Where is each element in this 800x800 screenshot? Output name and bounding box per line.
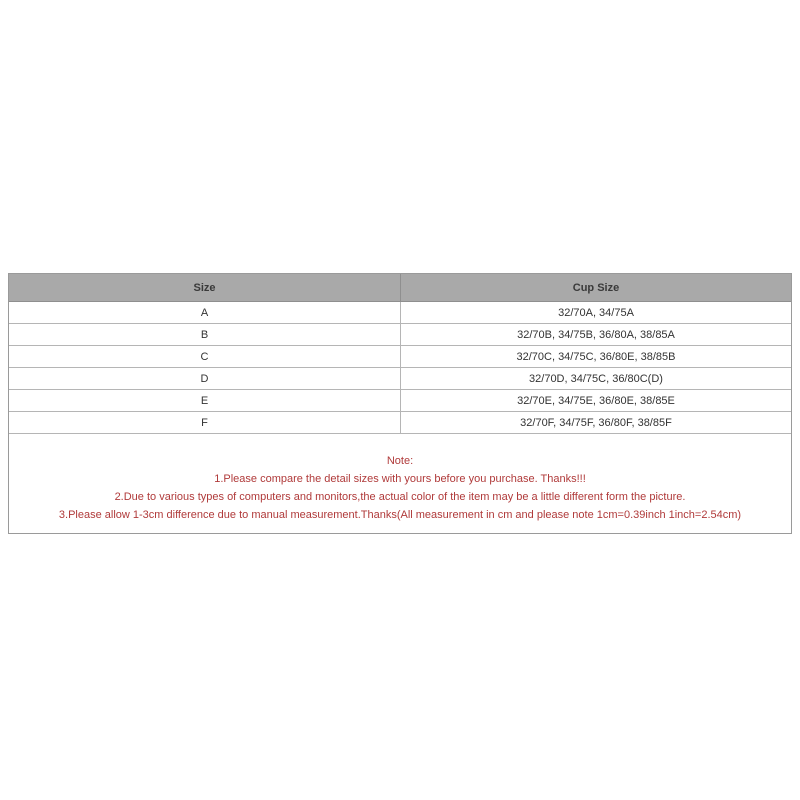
column-header-cup-size: Cup Size: [401, 274, 792, 302]
table-row: [9, 412, 791, 434]
size-chart: [8, 273, 792, 534]
table-header-row: [9, 274, 791, 302]
note-line-2: 2.Due to various types of computers and monitors,the actual color of the item may be a little different form the picture.: [114, 491, 686, 503]
size-cell: A: [9, 302, 401, 324]
size-cell: D: [9, 368, 401, 390]
cup-size-cell: 32/70D, 34/75C, 36/80C(D): [401, 368, 792, 390]
note-line-1: 1.Please compare the detail sizes with yours before you purchase. Thanks!!!: [214, 473, 586, 485]
cup-size-cell: 32/70C, 34/75C, 36/80E, 38/85B: [401, 346, 792, 368]
notes-section: [9, 434, 791, 533]
table-row: [9, 368, 791, 390]
cup-size-cell: 32/70E, 34/75E, 36/80E, 38/85E: [401, 390, 792, 412]
table-row: [9, 390, 791, 412]
table-row: [9, 302, 791, 324]
size-cell: F: [9, 412, 401, 434]
size-cell: B: [9, 324, 401, 346]
cup-size-cell: 32/70F, 34/75F, 36/80F, 38/85F: [401, 412, 792, 434]
size-table: [9, 274, 791, 434]
table-row: [9, 346, 791, 368]
size-cell: C: [9, 346, 401, 368]
notes-title: Note:: [386, 455, 414, 467]
note-line-3: 3.Please allow 1-3cm difference due to manual measurement.Thanks(All measurement in cm and please note 1cm=0.39inch 1inch=2.54cm): [58, 509, 742, 521]
column-header-size: Size: [9, 274, 401, 302]
size-cell: E: [9, 390, 401, 412]
table-row: [9, 324, 791, 346]
cup-size-cell: 32/70B, 34/75B, 36/80A, 38/85A: [401, 324, 792, 346]
cup-size-cell: 32/70A, 34/75A: [401, 302, 792, 324]
